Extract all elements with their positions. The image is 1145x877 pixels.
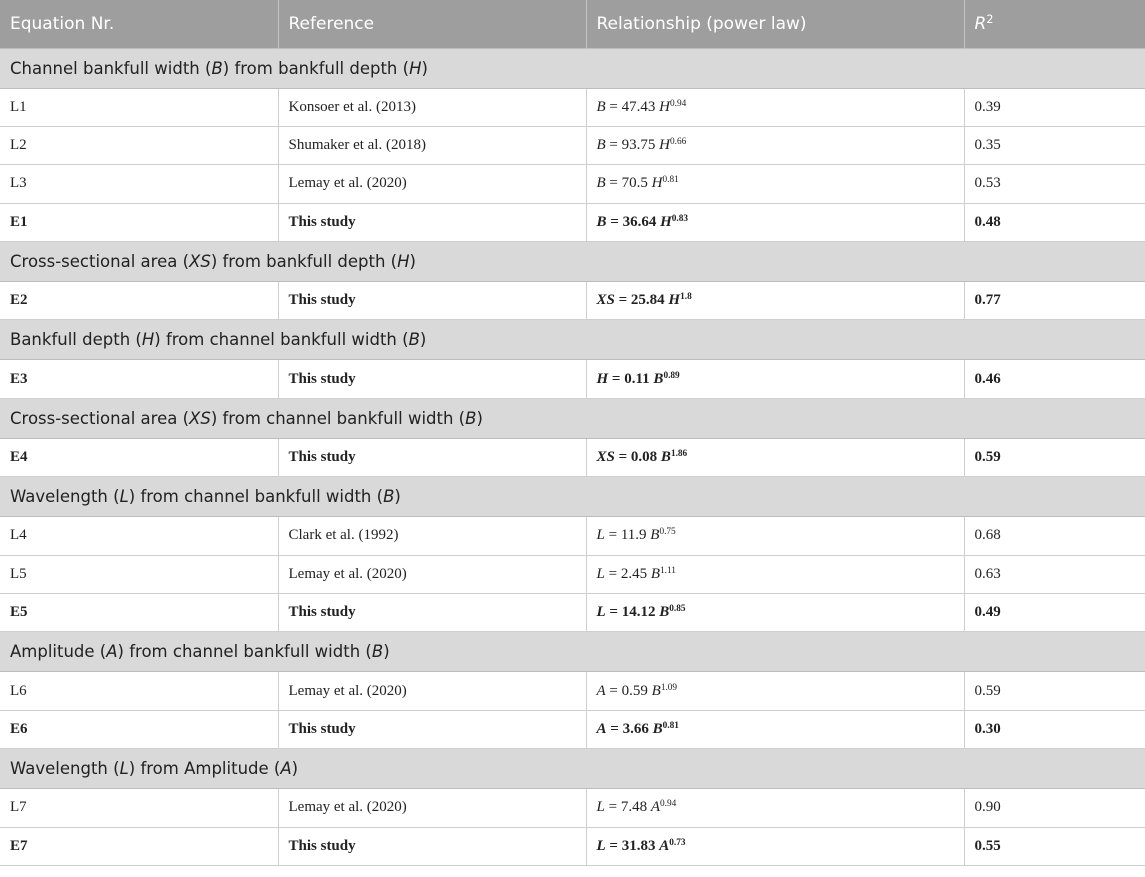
r-squared-cell: 0.48: [964, 203, 1145, 241]
relationship-cell: [586, 555, 964, 593]
relationship-cell: [586, 165, 964, 203]
section-title-symbol: B: [465, 408, 477, 428]
reference-cell: This study: [278, 203, 586, 241]
r-squared-cell: 0.30: [964, 710, 1145, 748]
section-title: [0, 48, 1145, 88]
relationship-cell: [586, 282, 964, 320]
table-row: [0, 672, 1145, 710]
table-row: [0, 282, 1145, 320]
relationship-variable: B: [651, 682, 661, 699]
relationship-equals: =: [608, 370, 625, 387]
relationship-exponent: 0.94: [669, 98, 687, 109]
header-relationship: Relationship (power law): [586, 0, 964, 48]
relationship-coefficient: 0.08: [630, 449, 658, 466]
relationship-lhs: L: [596, 604, 606, 621]
section-title-symbol: XS: [189, 408, 211, 428]
relationship-coefficient: 2.45: [620, 565, 648, 582]
relationship-cell: [586, 827, 964, 865]
equation-nr-cell: L6: [0, 672, 278, 710]
relationship-coefficient: 93.75: [621, 137, 656, 154]
r-squared-cell: 0.59: [964, 438, 1145, 476]
section-title-text: ): [291, 759, 299, 779]
section-title-text: ) from bankfull depth (: [222, 58, 410, 78]
reference-cell: Shumaker et al. (2018): [278, 126, 586, 164]
relationship-exponent: 1.86: [670, 448, 688, 459]
relationship-coefficient: 7.48: [620, 799, 648, 816]
relationship-coefficient: 25.84: [630, 292, 665, 309]
equation-nr-cell: E5: [0, 594, 278, 632]
relationship-variable: A: [659, 837, 670, 854]
equation-nr-cell: L7: [0, 789, 278, 827]
section-title-text: ): [476, 408, 483, 428]
relationship-lhs: XS: [596, 292, 615, 309]
relationship-lhs: L: [596, 799, 605, 816]
section-title-text: ): [409, 252, 416, 272]
section-title-symbol: B: [408, 330, 420, 350]
reference-cell: Lemay et al. (2020): [278, 672, 586, 710]
r-squared-cell: 0.68: [964, 517, 1145, 555]
relationship-cell: [586, 789, 964, 827]
reference-cell: This study: [278, 282, 586, 320]
section-title-text: Wavelength (: [10, 759, 120, 779]
relationship-equals: =: [605, 682, 622, 699]
relationship-exponent: 0.75: [659, 527, 676, 538]
relationship-variable: B: [650, 565, 660, 582]
r-squared-cell: 0.49: [964, 594, 1145, 632]
section-title-text: Cross-sectional area (: [10, 408, 190, 428]
relationship-variable: A: [650, 799, 660, 816]
relationship-lhs: B: [596, 213, 607, 230]
relationship-cell: [586, 672, 964, 710]
r-squared-cell: 0.59: [964, 672, 1145, 710]
equation-nr-cell: E1: [0, 203, 278, 241]
relationship-exponent: 0.85: [669, 604, 686, 615]
relationship-equals: =: [614, 449, 631, 466]
equation-nr-cell: L2: [0, 126, 278, 164]
reference-cell: This study: [278, 710, 586, 748]
relationship-exponent: 1.8: [680, 292, 692, 303]
header-row: [0, 0, 1145, 48]
relationship-cell: [586, 360, 964, 398]
section-title-symbol: L: [119, 487, 129, 507]
relationship-variable: B: [650, 527, 660, 544]
reference-cell: This study: [278, 827, 586, 865]
section-title-symbol: XS: [189, 252, 211, 272]
equation-nr-cell: L4: [0, 517, 278, 555]
r-squared-cell: 0.53: [964, 165, 1145, 203]
relationship-cell: [586, 594, 964, 632]
section-title: [0, 320, 1145, 360]
section-title-text: Amplitude (: [10, 642, 107, 662]
table-row: [0, 710, 1145, 748]
relationship-lhs: L: [596, 565, 605, 582]
relationship-variable: B: [660, 449, 671, 466]
relationship-cell: [586, 517, 964, 555]
relationship-cell: [586, 438, 964, 476]
table-row: [0, 517, 1145, 555]
section-title-symbol: H: [397, 252, 410, 272]
relationship-exponent: 0.94: [659, 799, 677, 810]
relationship-equals: =: [605, 175, 622, 192]
relationship-equals: =: [606, 213, 623, 230]
section-title-text: Channel bankfull width (: [10, 58, 212, 78]
table-row: [0, 126, 1145, 164]
relationship-coefficient: 36.64: [622, 213, 657, 230]
section-title-symbol: B: [211, 58, 223, 78]
table-row: [0, 827, 1145, 865]
reference-cell: This study: [278, 360, 586, 398]
relationship-equals: =: [606, 720, 623, 737]
relationship-lhs: H: [596, 370, 609, 387]
reference-cell: This study: [278, 438, 586, 476]
relationship-equals: =: [605, 604, 622, 621]
table-row: [0, 555, 1145, 593]
relationship-lhs: L: [596, 837, 606, 854]
relationship-coefficient: 70.5: [621, 175, 648, 192]
section-title-symbol: H: [141, 330, 155, 350]
r-squared-cell: 0.35: [964, 126, 1145, 164]
section-header-row: [0, 242, 1145, 282]
section-title-text: ) from channel bankfull width (: [128, 487, 384, 507]
table-body: [0, 48, 1145, 865]
reference-cell: Lemay et al. (2020): [278, 555, 586, 593]
relationship-exponent: 0.83: [671, 213, 689, 224]
section-title-symbol: A: [280, 759, 292, 779]
section-title-text: Cross-sectional area (: [10, 252, 190, 272]
reference-cell: Konsoer et al. (2013): [278, 88, 586, 126]
header-r-squared: [964, 0, 1145, 48]
relationship-equals: =: [614, 292, 631, 309]
relationship-cell: [586, 710, 964, 748]
relationship-coefficient: 11.9: [620, 527, 647, 544]
relationship-lhs: A: [596, 682, 606, 699]
header-reference: Reference: [278, 0, 586, 48]
r-exponent: 2: [986, 12, 994, 26]
relationship-coefficient: 31.83: [621, 837, 656, 854]
relationship-variable: B: [659, 604, 670, 621]
table-row: [0, 594, 1145, 632]
reference-cell: Clark et al. (1992): [278, 517, 586, 555]
r-squared-cell: 0.90: [964, 789, 1145, 827]
equation-nr-cell: E7: [0, 827, 278, 865]
relationship-exponent: 0.81: [662, 175, 679, 186]
section-title-text: ): [383, 642, 390, 662]
section-title: [0, 632, 1145, 672]
relationship-lhs: B: [596, 175, 606, 192]
section-header-row: [0, 632, 1145, 672]
r-squared-cell: 0.55: [964, 827, 1145, 865]
equation-nr-cell: E6: [0, 710, 278, 748]
section-header-row: [0, 48, 1145, 88]
table-row: [0, 360, 1145, 398]
relationship-cell: [586, 203, 964, 241]
relationship-coefficient: 47.43: [621, 98, 656, 115]
section-title: [0, 749, 1145, 789]
section-title-text: ) from channel bankfull width (: [154, 330, 409, 350]
relationship-coefficient: 3.66: [622, 720, 649, 737]
section-title-symbol: H: [409, 58, 422, 78]
table-row: [0, 438, 1145, 476]
table-row: [0, 203, 1145, 241]
section-title-text: ): [421, 58, 428, 78]
equation-nr-cell: E2: [0, 282, 278, 320]
section-title-text: Bankfull depth (: [10, 330, 142, 350]
section-title-text: ) from channel bankfull width (: [117, 642, 372, 662]
section-header-row: [0, 398, 1145, 438]
table-row: [0, 88, 1145, 126]
relationship-lhs: B: [596, 98, 606, 115]
relationship-coefficient: 14.12: [621, 604, 656, 621]
equation-nr-cell: L3: [0, 165, 278, 203]
section-title-text: ): [419, 330, 427, 350]
section-title-text: Wavelength (: [10, 487, 120, 507]
relationship-equals: =: [604, 527, 621, 544]
reference-cell: Lemay et al. (2020): [278, 165, 586, 203]
relationship-equals: =: [605, 98, 622, 115]
section-title-symbol: L: [119, 759, 129, 779]
section-header-row: [0, 320, 1145, 360]
relationship-lhs: XS: [596, 449, 615, 466]
section-title-text: ): [394, 487, 401, 507]
relationship-equals: =: [604, 799, 621, 816]
relationship-exponent: 0.73: [669, 837, 686, 848]
table-row: [0, 789, 1145, 827]
relationship-exponent: 0.81: [662, 720, 679, 731]
r-squared-cell: 0.39: [964, 88, 1145, 126]
relationship-variable: H: [659, 137, 670, 154]
equation-nr-cell: L1: [0, 88, 278, 126]
relationship-exponent: 0.89: [663, 370, 680, 381]
relationship-exponent: 1.09: [660, 682, 678, 693]
relationship-equals: =: [605, 137, 622, 154]
relationship-cell: [586, 88, 964, 126]
r-squared-cell: 0.77: [964, 282, 1145, 320]
relationship-lhs: L: [596, 527, 605, 544]
relationship-lhs: A: [596, 720, 607, 737]
r-squared-cell: 0.63: [964, 555, 1145, 593]
reference-cell: Lemay et al. (2020): [278, 789, 586, 827]
section-title-text: ) from bankfull depth (: [210, 252, 398, 272]
relationship-coefficient: 0.11: [624, 370, 650, 387]
table-row: [0, 165, 1145, 203]
relationship-lhs: B: [596, 137, 606, 154]
section-title-text: ) from channel bankfull width (: [210, 408, 466, 428]
r-symbol: R: [974, 13, 987, 34]
relationship-equals: =: [604, 565, 621, 582]
r-squared-cell: 0.46: [964, 360, 1145, 398]
relationship-variable: H: [660, 213, 672, 230]
relationship-variable: H: [659, 98, 670, 115]
section-title-symbol: A: [106, 642, 118, 662]
header-equation-nr: Equation Nr.: [0, 0, 278, 48]
section-header-row: [0, 749, 1145, 789]
section-title-symbol: B: [371, 642, 384, 662]
reference-cell: This study: [278, 594, 586, 632]
equation-nr-cell: E3: [0, 360, 278, 398]
relationship-cell: [586, 126, 964, 164]
relationship-variable: H: [651, 175, 663, 192]
table-header: [0, 0, 1145, 48]
relationship-variable: H: [668, 292, 681, 309]
section-title-symbol: B: [383, 487, 395, 507]
section-title: [0, 477, 1145, 517]
section-title-text: ) from Amplitude (: [128, 759, 281, 779]
section-title: [0, 398, 1145, 438]
section-title: [0, 242, 1145, 282]
relationship-exponent: 1.11: [659, 565, 676, 576]
relationship-variable: B: [652, 720, 663, 737]
relationship-coefficient: 0.59: [621, 682, 648, 699]
equation-nr-cell: L5: [0, 555, 278, 593]
section-header-row: [0, 477, 1145, 517]
relationship-variable: B: [653, 370, 664, 387]
relationship-equals: =: [605, 837, 622, 854]
equation-nr-cell: E4: [0, 438, 278, 476]
relationship-exponent: 0.66: [669, 136, 687, 147]
